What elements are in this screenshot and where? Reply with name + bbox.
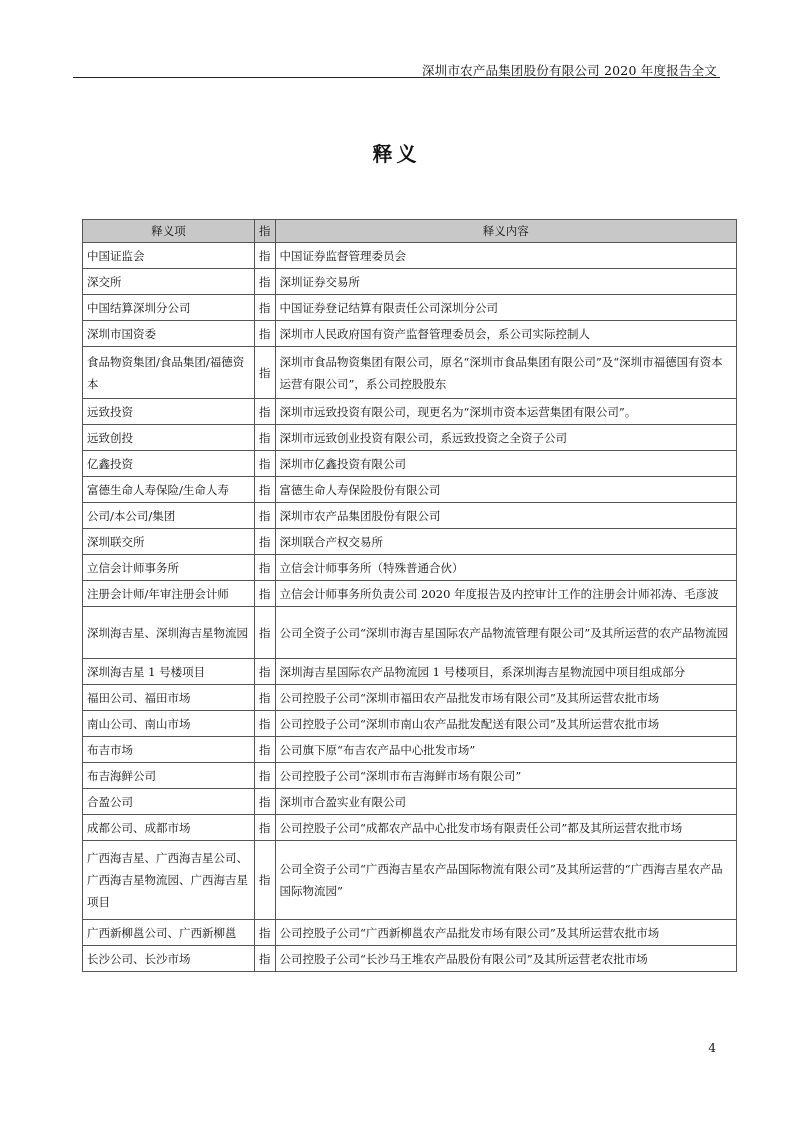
definition-mark: 指 [255, 295, 276, 321]
definition-content: 深圳海吉星国际农产品物流园 1 号楼项目，系深圳海吉星物流园中项目组成部分 [275, 659, 737, 685]
definition-term: 食品物资集团/食品集团/福德资本 [83, 347, 255, 399]
definition-content: 公司控股子公司“深圳市福田农产品批发市场有限公司”及其所运营农批市场 [275, 685, 737, 711]
table-row [83, 841, 737, 920]
definition-content: 深圳证券交易所 [275, 269, 737, 295]
definition-term: 深交所 [83, 269, 255, 295]
definitions-table [82, 219, 737, 972]
table-row [83, 477, 737, 503]
definition-mark: 指 [255, 503, 276, 529]
header-term: 释义项 [83, 220, 255, 243]
definition-mark: 指 [255, 815, 276, 841]
definition-term: 深圳海吉星 1 号楼项目 [83, 659, 255, 685]
definition-mark: 指 [255, 789, 276, 815]
definition-content: 立信会计师事务所（特殊普通合伙） [275, 555, 737, 581]
definition-mark: 指 [255, 659, 276, 685]
definition-mark: 指 [255, 920, 276, 946]
definition-content: 公司控股子公司“成都农产品中心批发市场有限责任公司”都及其所运营农批市场 [275, 815, 737, 841]
definition-term: 立信会计师事务所 [83, 555, 255, 581]
definition-content: 中国证券登记结算有限责任公司深圳分公司 [275, 295, 737, 321]
table-row [83, 581, 737, 607]
definition-mark: 指 [255, 607, 276, 659]
table-row [83, 425, 737, 451]
definition-term: 深圳联交所 [83, 529, 255, 555]
definition-content: 深圳市农产品集团股份有限公司 [275, 503, 737, 529]
definition-mark: 指 [255, 425, 276, 451]
definition-mark: 指 [255, 711, 276, 737]
table-row [83, 269, 737, 295]
definition-term: 布吉市场 [83, 737, 255, 763]
definition-content: 公司控股子公司“深圳市南山农产品批发配送有限公司”及其所运营农批市场 [275, 711, 737, 737]
definition-mark: 指 [255, 477, 276, 503]
definition-mark: 指 [255, 763, 276, 789]
header-mark: 指 [255, 220, 276, 243]
definition-term: 成都公司、成都市场 [83, 815, 255, 841]
table-row [83, 243, 737, 269]
header-content: 释义内容 [275, 220, 737, 243]
definition-content: 深圳市远致创业投资有限公司，系远致投资之全资子公司 [275, 425, 737, 451]
definition-term: 注册会计师/年审注册会计师 [83, 581, 255, 607]
definition-content: 深圳市亿鑫投资有限公司 [275, 451, 737, 477]
table-row [83, 529, 737, 555]
definition-term: 深圳市国资委 [83, 321, 255, 347]
definition-mark: 指 [255, 529, 276, 555]
table-row [83, 347, 737, 399]
definition-term: 长沙公司、长沙市场 [83, 946, 255, 972]
definition-term: 深圳海吉星、深圳海吉星物流园 [83, 607, 255, 659]
table-row [83, 789, 737, 815]
definition-term: 亿鑫投资 [83, 451, 255, 477]
definition-term: 远致创投 [83, 425, 255, 451]
table-row [83, 503, 737, 529]
definition-content: 公司控股子公司“广西新柳邕农产品批发市场有限公司”及其所运营农批市场 [275, 920, 737, 946]
table-row [83, 321, 737, 347]
definitions-body [83, 243, 737, 972]
definition-term: 福田公司、福田市场 [83, 685, 255, 711]
definition-mark: 指 [255, 685, 276, 711]
definition-mark: 指 [255, 737, 276, 763]
definition-content: 富德生命人寿保险股份有限公司 [275, 477, 737, 503]
definition-content: 公司全资子公司“广西海吉星农产品国际物流有限公司”及其所运营的“广西海吉星农产品国际物流园” [275, 841, 737, 920]
definition-mark: 指 [255, 946, 276, 972]
header-divider [73, 77, 720, 78]
table-row [83, 451, 737, 477]
definition-content: 深圳市远致投资有限公司，现更名为“深圳市资本运营集团有限公司”。 [275, 399, 737, 425]
table-row [83, 295, 737, 321]
definition-content: 深圳市合盈实业有限公司 [275, 789, 737, 815]
definition-mark: 指 [255, 555, 276, 581]
definition-mark: 指 [255, 451, 276, 477]
definition-content: 公司控股子公司“长沙马王堆农产品股份有限公司”及其所运营老农批市场 [275, 946, 737, 972]
table-row [83, 659, 737, 685]
definition-term: 富德生命人寿保险/生命人寿 [83, 477, 255, 503]
definition-content: 公司控股子公司“深圳市布吉海鲜市场有限公司” [275, 763, 737, 789]
definition-mark: 指 [255, 581, 276, 607]
definition-term: 远致投资 [83, 399, 255, 425]
page-title: 释义 [372, 142, 421, 166]
table-row [83, 737, 737, 763]
table-header-row [83, 220, 737, 243]
definition-mark: 指 [255, 243, 276, 269]
table-row [83, 607, 737, 659]
definition-term: 公司/本公司/集团 [83, 503, 255, 529]
definition-content: 中国证券监督管理委员会 [275, 243, 737, 269]
definition-content: 公司旗下原“布吉农产品中心批发市场” [275, 737, 737, 763]
definition-mark: 指 [255, 321, 276, 347]
definition-mark: 指 [255, 269, 276, 295]
table-row [83, 399, 737, 425]
definition-term: 广西新柳邕公司、广西新柳邕 [83, 920, 255, 946]
table-row [83, 920, 737, 946]
table-row [83, 815, 737, 841]
table-row [83, 763, 737, 789]
table-row [83, 946, 737, 972]
report-header: 深圳市农产品集团股份有限公司 2020 年度报告全文 [422, 63, 717, 78]
definition-term: 南山公司、南山市场 [83, 711, 255, 737]
definition-term: 中国证监会 [83, 243, 255, 269]
definition-term: 广西海吉星、广西海吉星公司、广西海吉星物流园、广西海吉星项目 [83, 841, 255, 920]
definition-mark: 指 [255, 399, 276, 425]
table-row [83, 685, 737, 711]
table-row [83, 555, 737, 581]
definition-content: 深圳市食品物资集团有限公司，原名“深圳市食品集团有限公司”及“深圳市福德国有资本运营有限公司”，系公司控股股东 [275, 347, 737, 399]
definition-term: 布吉海鲜公司 [83, 763, 255, 789]
definition-content: 公司全资子公司“深圳市海吉星国际农产品物流管理有限公司”及其所运营的农产品物流园 [275, 607, 737, 659]
definition-content: 深圳联合产权交易所 [275, 529, 737, 555]
definition-content: 立信会计师事务所负责公司 2020 年度报告及内控审计工作的注册会计师祁涛、毛彦波 [275, 581, 737, 607]
definition-content: 深圳市人民政府国有资产监督管理委员会，系公司实际控制人 [275, 321, 737, 347]
definition-mark: 指 [255, 347, 276, 399]
definition-term: 合盈公司 [83, 789, 255, 815]
definition-mark: 指 [255, 841, 276, 920]
table-row [83, 711, 737, 737]
page-number: 4 [708, 1041, 716, 1055]
definition-term: 中国结算深圳分公司 [83, 295, 255, 321]
